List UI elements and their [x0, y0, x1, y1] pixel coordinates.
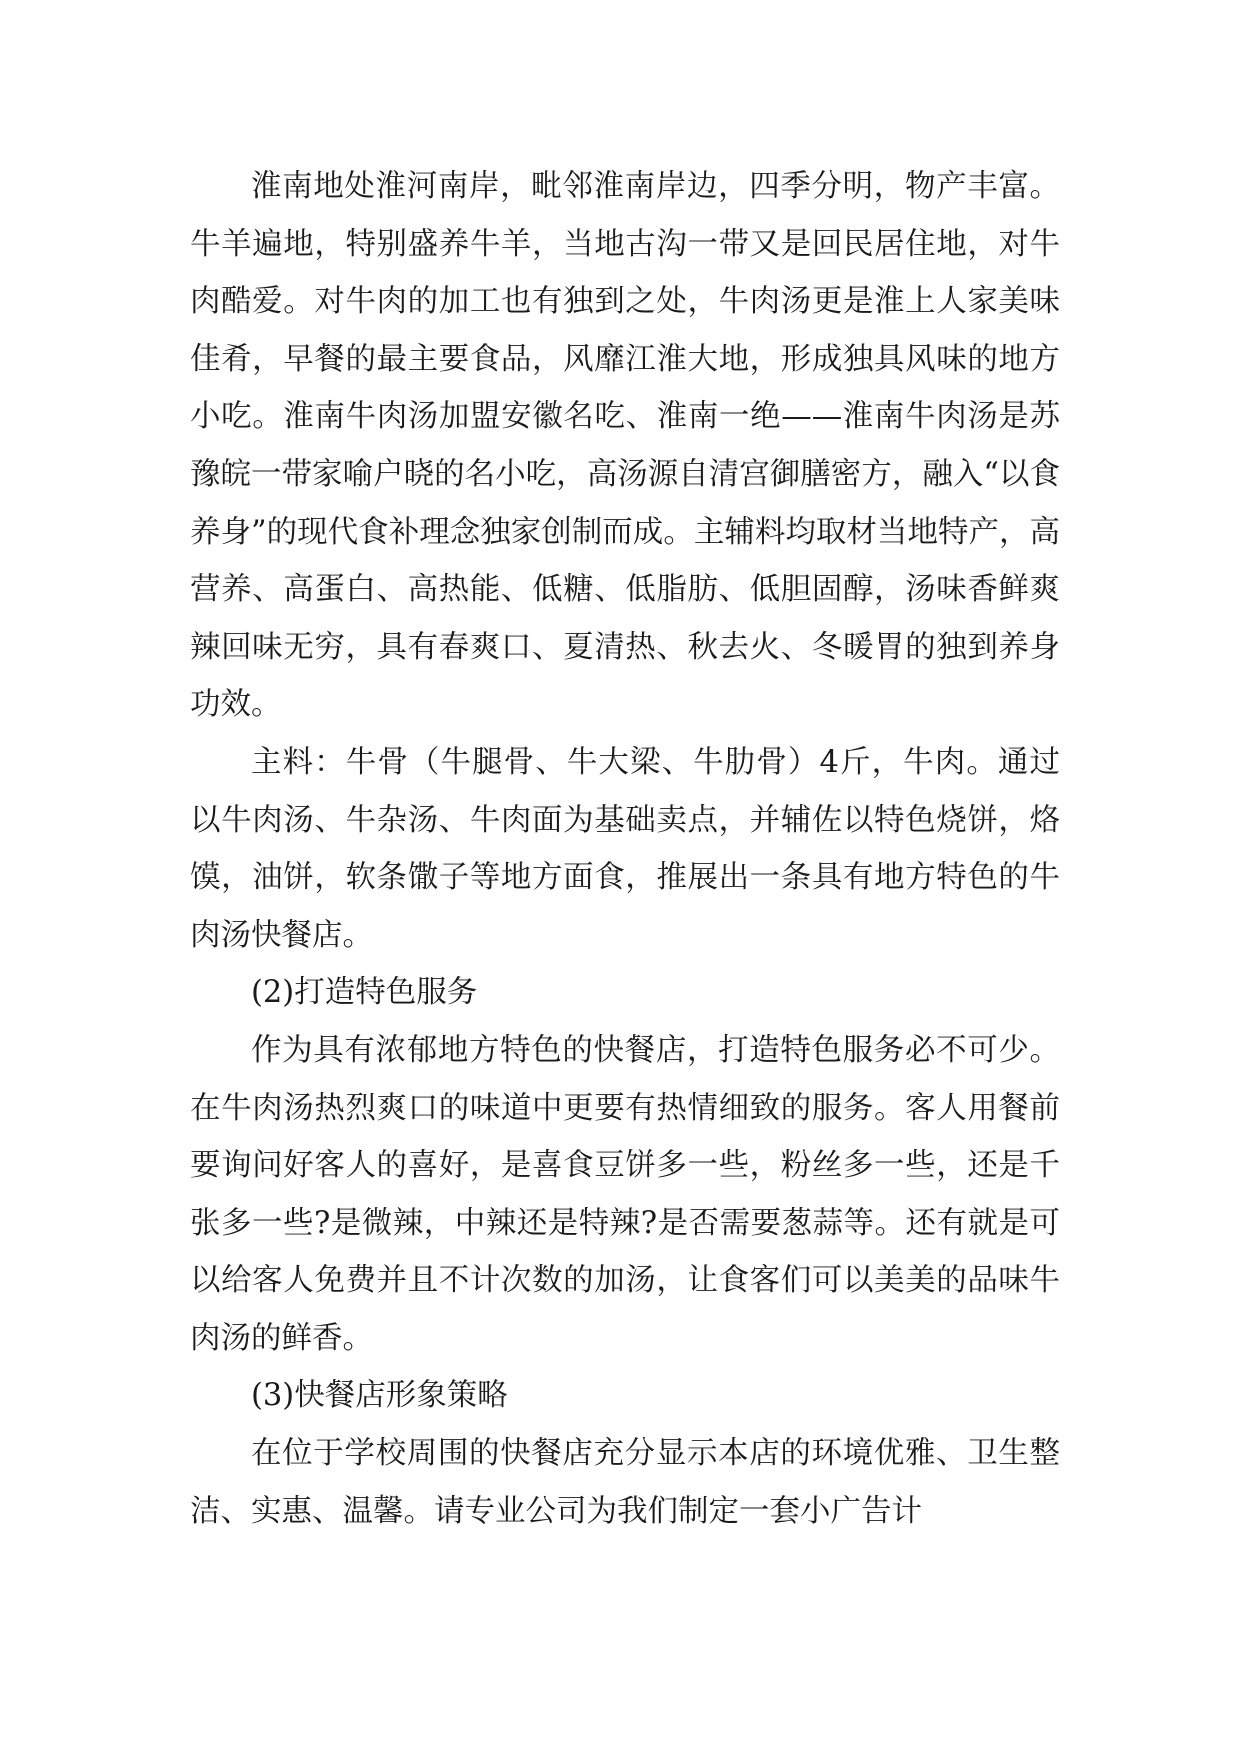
section-heading-service: (2)打造特色服务 — [251, 975, 478, 1011]
document-body — [190, 158, 1060, 1540]
paragraph-service: 作为具有浓郁地方特色的快餐店，打造特色服务必不可少。在牛肉汤热烈爽口的味道中更要有热情细致的服务。客人用餐前要询问好客人的喜好，是喜食豆饼多一些，粉丝多一些，还是千张多一些?是微辣，中辣还是特辣?是否需要葱蒜等。还有就是可以给客人免费并且不计次数的加汤，让食客们可以美美的品味牛肉汤的鲜香。 — [190, 1032, 1060, 1356]
paragraph-image-strategy: 在位于学校周围的快餐店充分显示本店的环境优雅、卫生整洁、实惠、温馨。请专业公司为我们制定一套小广告计 — [190, 1436, 1060, 1529]
paragraph-intro: 淮南地处淮河南岸，毗邻淮南岸边，四季分明，物产丰富。牛羊遍地，特别盛养牛羊，当地古沟一带又是回民居住地，对牛肉酷爱。对牛肉的加工也有独到之处，牛肉汤更是淮上人家美味佳肴，早餐的最主要食品，风靡江淮大地，形成独具风味的地方小吃。淮南牛肉汤加盟安徽名吃、淮南一绝——淮南牛肉汤是苏豫皖一带家喻户晓的名小吃，高汤源自清宫御膳密方，融入“以食养身”的现代食补理念独家创制而成。主辅料均取材当地特产，高营养、高蛋白、高热能、低糖、低脂肪、低胆固醇，汤味香鲜爽辣回味无穷，具有春爽口、夏清热、秋去火、冬暖胃的独到养身功效。 — [190, 169, 1060, 723]
paragraph-ingredients: 主料：牛骨（牛腿骨、牛大梁、牛肋骨）4斤，牛肉。通过以牛肉汤、牛杂汤、牛肉面为基础卖点，并辅佐以特色烧饼，烙馍，油饼，软条馓子等地方面食，推展出一条具有地方特色的牛肉汤快餐店。 — [190, 744, 1060, 953]
section-heading-image-strategy: (3)快餐店形象策略 — [251, 1378, 508, 1414]
